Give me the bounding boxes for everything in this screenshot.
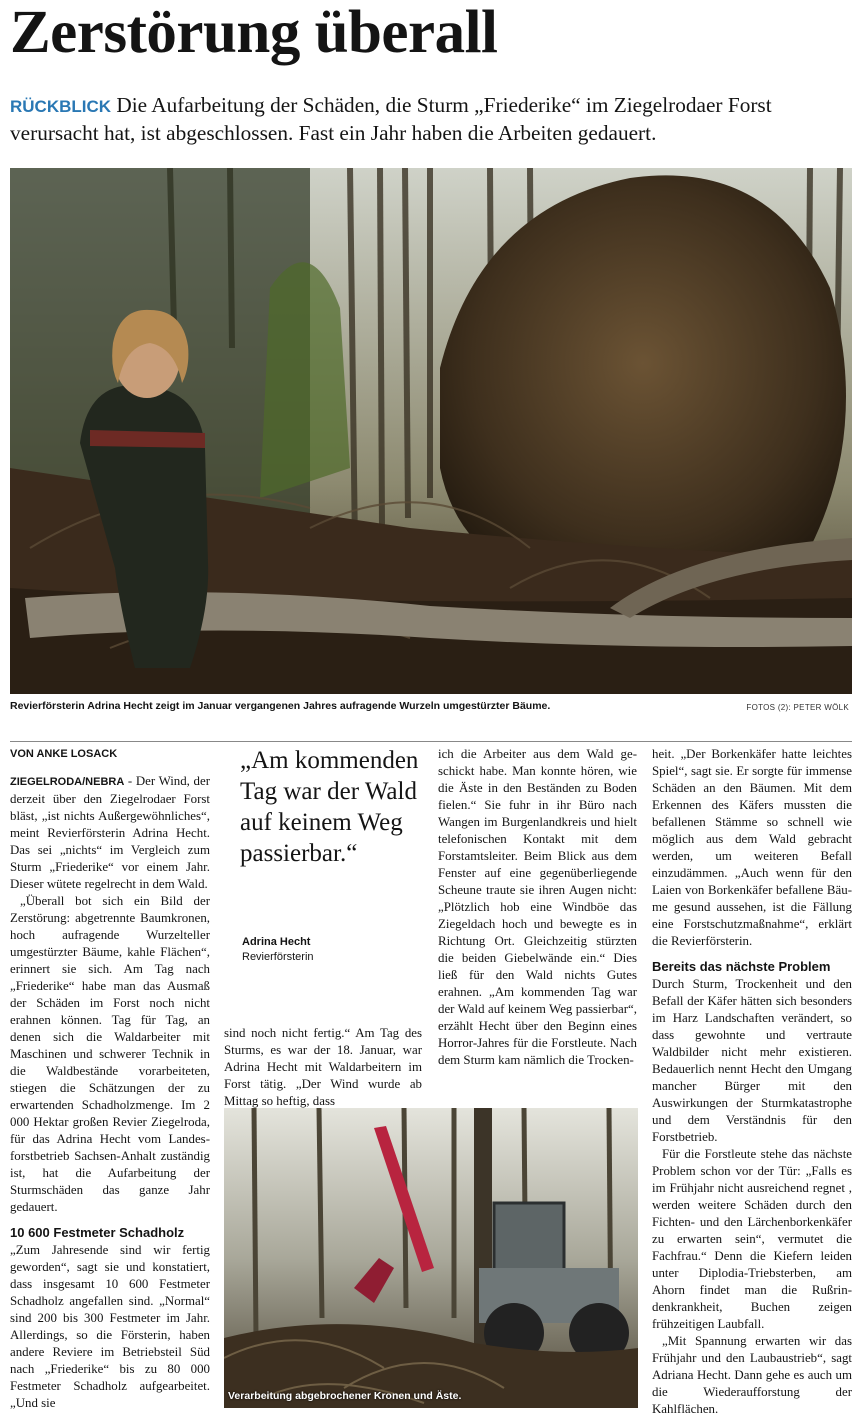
deck-text: Die Aufarbeitung der Schäden, die Sturm „Friederike“ im Ziegelrodaer Forst verursacht hat, ist abgeschlossen. Fast ein Jahr haben die Arbeiten gedauert. (10, 93, 772, 145)
column-4 (652, 746, 852, 1418)
photo1-caption: Revierförsterin Adrina Hecht zeigt im Januar vergangenen Jahres aufragende Wurzeln umgestürzter Bäume. (10, 700, 551, 712)
photo-forest-illustration (10, 168, 852, 694)
col1-paragraph-2: „Überall bot sich ein Bild der Zerstörung: abgetrennte Baumkronen, hoch aufragende Wurzelteller umgestürzter Bäume, kahle Flächen“, erinnert sie sich. Am Tag nach „Friederike“ habe man das Ausmaß der Schäden im Forst noch nicht erahnen können. Tag für Tag, an denen sich die Waldarbeiter mit Maschinen und schwerer Technik in die Waldbestände vorarbeiteten, stiegen die Schätzungen der zu erwartenden Schadholzmenge. Im 2 000 Hektar großen Revier Ziegelroda, für das Adrina Hecht vom Landesforstbetrieb Sachsen-Anhalt zuständig ist, hat die Aufarbeitung der Sturmschäden das ganze Jahr gedauert. (10, 894, 210, 1214)
col4-paragraph-1: heit. „Der Borkenkäfer hatte leichtes Spiel“, sagt sie. Er sorgte für immense Schäden an den Bäumen. Mit dem Erkennen des Käfers mussten die befallenen Stämme so schnell wie möglich aus dem Wald gebracht werden, um weiteren Befall einzudämmen. „Auch wenn für den Laien von Borkenkäfer befallene Bäume gesund aussehen, ist die Fällung eine Forstschutzmaßnahme“, erklärt die Revierförsterin. (652, 747, 852, 948)
photo-credit: FOTOS (2): PETER WÖLK (746, 703, 849, 712)
photo2-caption: Verarbeitung abgebrochener Kronen und Äste. (228, 1390, 462, 1402)
pull-quote: „Am kommenden Tag war der Wald auf keinem Weg passierbar.“ (240, 747, 419, 867)
divider (10, 741, 852, 742)
col4-paragraph-3: Für die Forstleute stehe das nächste Problem schon vor der Tür: „Falls es im Frühjahr nicht ausreichend regnet , werden weitere Schäden durch den Fichten- und den Lärchenborkenkäfer zu erwarten sein“, vermutet die Fachfrau.“ Denn die Kiefern leiden unter Diplodia-Triebsterben, am Ahorn findet man die Rußrindenkrankheit, Buchen zeigen frühzeitigen Laubfall. (652, 1147, 852, 1331)
kicker: RÜCKBLICK (10, 97, 112, 116)
column-1 (10, 746, 210, 1412)
col3-paragraph-1: ich die Arbeiter aus dem Wald geschickt habe. Man konnte hören, wie die Äste in den Beständen zu Boden fielen.“ Sie fuhr in ihr Büro nach Wangen im Burgenlandkreis und hielt telefonischen Kontakt mit dem Forstamtsleiter. Beim Blick aus dem Fenster auf eine gegenüberliegende Scheune traute sie ihren Augen nicht: „Plötzlich hob eine Windböe das Ziegeldach hoch und bewegte es in Richtung Ort. Gleichzeitig stürzten die beiden Giebelwände ein.“ Dies ließ für den Wald nichts Gutes erahnen. „Am kommenden Tag war der Wald auf keinem Weg passierbar“, erzählt Hecht über den Beginn eines Horror-Jahres für die Forstleute. Nach dem Sturm kam nämlich die Trocken- (438, 747, 637, 1067)
byline: VON ANKE LOSACK (10, 748, 118, 760)
col2-paragraph-1: sind noch nicht fertig.“ Am Tag des Sturms, es war der 18. Januar, war Adrina Hecht mit Waldarbeitern im Forst tätig. „Der Wind wurde ab Mittag so heftig, dass (224, 1026, 422, 1108)
col1-paragraph-1: - Der Wind, der derzeit über den Ziegelrodaer Forst bläst, „ist nichts Außergewöhnliches“, meint Revierförsterin Adrina Hecht. Das sei „nichts“ im Vergleich zum Sturm „Friederike“ vor einem Jahr. Dieser wütete regelrecht in dem Wald. (10, 774, 210, 891)
column-2 (224, 1025, 422, 1110)
column-3 (438, 746, 637, 1069)
col4-paragraph-2: Durch Sturm, Trockenheit und den Befall der Käfer hätten sich besonders im Harz Landschaften verändert, so dass gewohnte und vertraute Waldbilder nicht mehr existieren. Bedauerlich nennt Hecht den Umgang mancher Bürger mit den Auswirkungen der Sturmkatastrophe und dem Verständnis für den Forstbetrieb. (652, 977, 852, 1144)
photo-harvester (224, 1108, 638, 1408)
pull-quote-name: Adrina Hecht (242, 936, 311, 948)
deck (10, 92, 852, 146)
dateline: ZIEGELRODA/NEBRA (10, 776, 125, 788)
col4-paragraph-4: „Mit Spannung erwarten wir das Frühjahr und den Laubaustrieb“, sagt Adriana Hecht. Dann gehe es auch um die Wiederaufforstung der Kahlflächen. (652, 1334, 852, 1416)
photo-forester-uprooted-trees (10, 168, 852, 694)
col1-paragraph-3: „Zum Jahresende sind wir fertig geworden“, sagt sie und konstatiert, dass insgesamt 10 600 Festmeter Schadholz angefallen sind. „Normal“ sind 200 bis 300 Festmeter im Jahr. Allerdings, so die Försterin, haben andere Reviere im Betriebsteil Süd nach „Friederike“ bis zu 80 000 Festmeter Schadholz aufgearbeitet. „Und sie (10, 1243, 210, 1410)
photo-harvester-illustration (224, 1108, 638, 1408)
subhead-schadholz: 10 600 Festmeter Schadholz (10, 1225, 185, 1240)
pull-quote-role: Revierförsterin (242, 951, 314, 963)
headline: Zerstörung überall (10, 0, 498, 66)
subhead-naechstes-problem: Bereits das nächste Problem (652, 959, 831, 974)
